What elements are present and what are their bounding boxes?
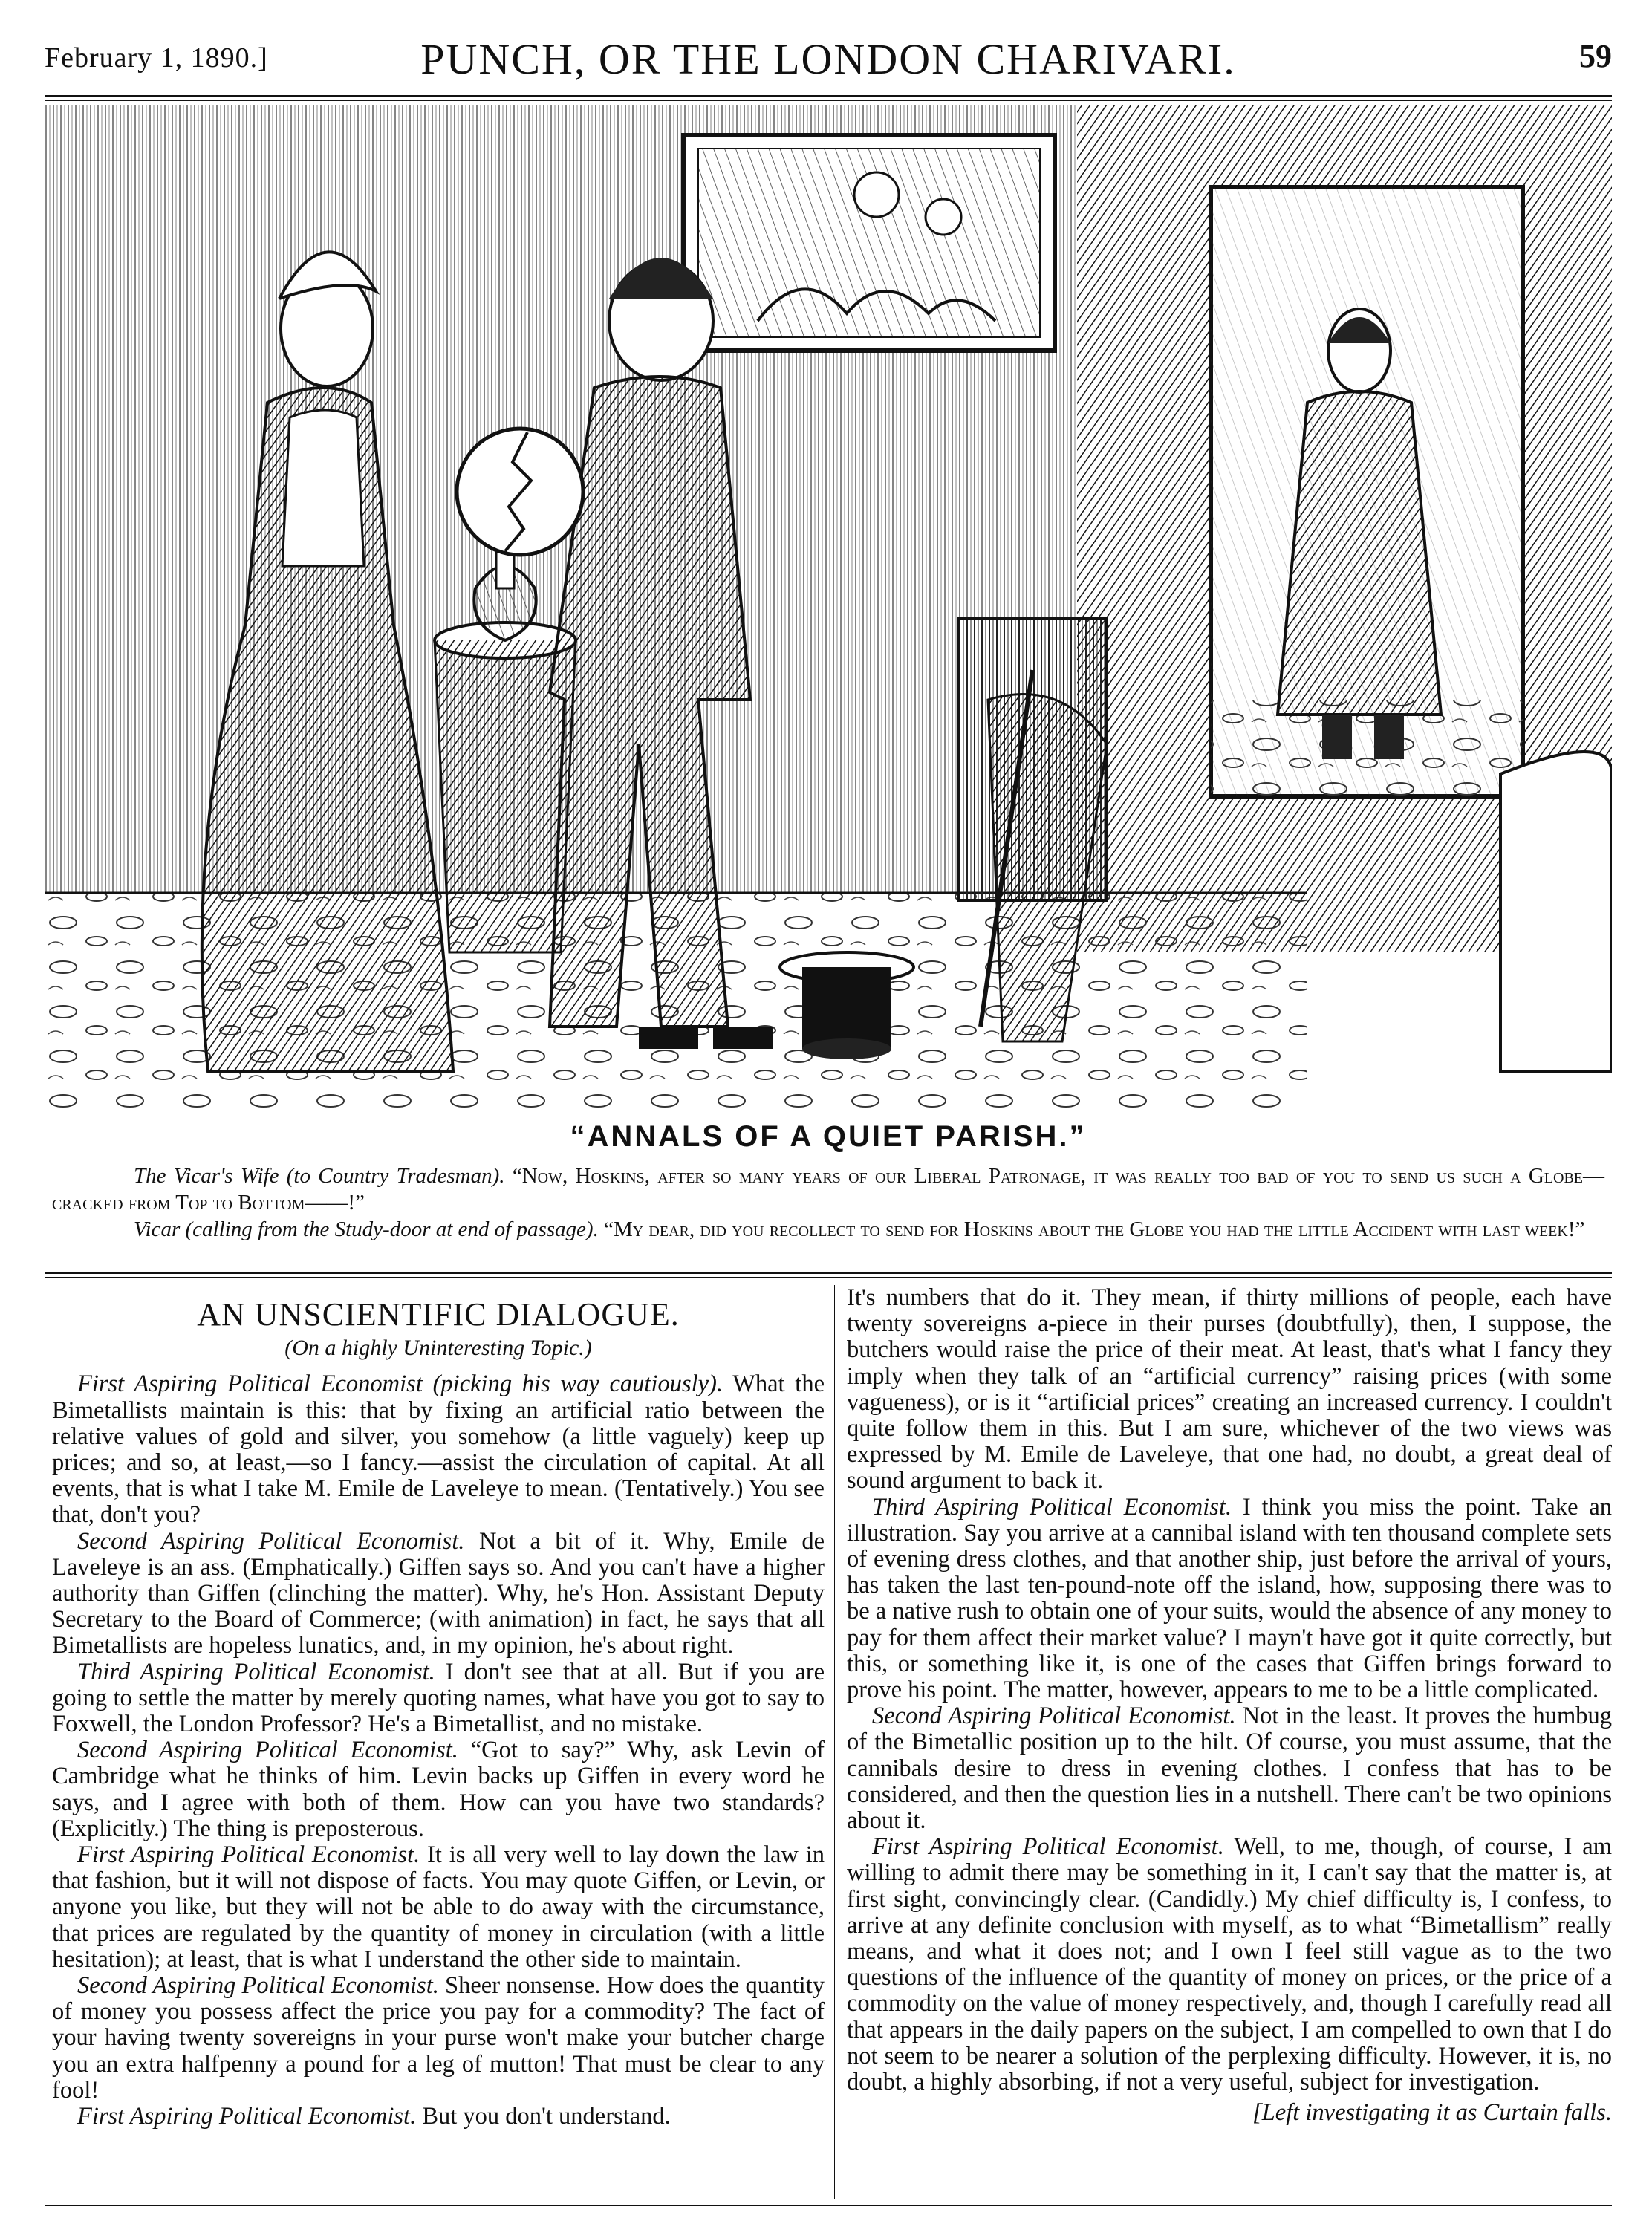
caption-speaker-1: The Vicar's Wife (to Country Tradesman).	[134, 1164, 505, 1188]
wall-picture	[683, 135, 1055, 351]
cracked-globe	[457, 429, 583, 555]
speaker-name: Third Aspiring Political Economist.	[77, 1658, 435, 1685]
dialogue-paragraph	[52, 2104, 825, 2130]
dialogue-paragraph	[847, 1285, 1612, 1495]
stage-direction: (picking his way cautiously).	[432, 1370, 723, 1398]
speaker-name: First Aspiring Political Economist	[77, 1370, 423, 1398]
dialogue-paragraph	[847, 1495, 1612, 1704]
dialogue-text: “Got to say?” Why, ask Levin of Cambridge what he thinks of him. Levin backs up Giffen in every word he says, and I agree with both of them. How can you have two standards? (Explicitly.) The thing is preposterous.	[52, 1737, 825, 1842]
dialogue-paragraph	[52, 1371, 825, 1528]
speaker-name: Second Aspiring Political Economist.	[77, 1972, 439, 2000]
dialogue-text: Well, to me, though, of course, I am willing to admit there may be something in it, I can't say that the matter is, at first sight, convincingly clear. (Candidly.) My chief difficulty is, I confess, to arrive at any definite conclusion with myself, as to what “Bimetallism” really means, and what it does not; and I own I feel still vague as to the two questions of the influence of the quantity of money on prices, or the price of a commodity on the value of money respectively, and, though I carefully read all that appears in the daily papers on the subject, I am compelled to own that I do not seem to be nearer a solution of the perplexing difficulty. However, it is, no doubt, a highly absorbing, if not a very useful, subject for investigation.	[847, 1833, 1612, 2096]
dialogue-paragraph	[847, 1834, 1612, 2095]
dialogue-text: Sheer nonsense. How does the quantity of money you possess affect the price you pay for a commodity? The fact of your having twenty sovereigns in your purse won't make your butcher charge you an extra halfpenny a pound for a leg of mutton! That must be clear to any fool!	[52, 1972, 825, 2104]
speaker-name: Third Aspiring Political Economist.	[872, 1493, 1232, 1521]
bottom-rule	[45, 2205, 1612, 2206]
masthead: PUNCH, OR THE LONDON CHARIVARI.	[420, 35, 1236, 83]
dialogue-text: What the Bimetallists maintain is this: that by fixing an artificial ratio between the relative values of gold and silver, you somehow (a little vaguely) keep up prices; and so, at least,—so I fancy.—assist the circulation of capital. At all events, that is what I take M. Emile de Laveleye to mean. (Tentatively.) You see that, don't you?	[52, 1370, 825, 1529]
speaker-name: Second Aspiring Political Economist.	[77, 1527, 465, 1555]
article	[45, 1285, 1612, 2202]
article-column-left	[52, 1285, 825, 2130]
dialogue-paragraph	[52, 1842, 825, 1973]
dialogue-text: Not a bit of it. Why, Emile de Laveleye is an ass. (Emphatically.) Giffen says so. And you can't have a higher authority than Giffen (clinching the matter). Why, he's Hon. Assistant Deputy Secretary to the Board of Commerce; (with animation) in fact, he says that all Bimetallists are hopeless lunatics, and, in my opinion, he's about right.	[52, 1527, 825, 1659]
article-column-right	[847, 1285, 1612, 2127]
speaker-name: Second Aspiring Political Economist.	[77, 1737, 458, 1764]
column-divider	[834, 1285, 835, 2199]
issue-date: February 1, 1890.]	[45, 42, 268, 74]
dialogue-paragraph	[52, 1973, 825, 2104]
dialogue-paragraph	[52, 1737, 825, 1842]
dialogue-paragraph	[52, 1659, 825, 1738]
dialogue-text: I think you miss the point. Take an illustration. Say you arrive at a cannibal island with ten thousand complete sets of evening dress clothes, and that another ship, just before the arrival of yours, has taken the last ten-pound-note off the island, how, supposing there was to be a native rush to obtain one of your suits, would the absence of any money to pay for them affect their market value? I mayn't have got it quite correctly, but this, or something like it, is one of the cases that Giffen brings forward to prove his point. The matter, however, appears to me to be a little complicated.	[847, 1493, 1612, 1704]
dialogue-paragraph	[52, 1529, 825, 1659]
cartoon-caption	[52, 1162, 1604, 1243]
speaker-name: Second Aspiring Political Economist.	[872, 1703, 1236, 1730]
dialogue-text: I don't see that at all. But if you are going to settle the matter by merely quoting names, what have you got to say to Foxwell, the London Professor? He's a Bimetallist, and no mistake.	[52, 1658, 825, 1738]
page-header	[45, 30, 1612, 89]
closing-stage-direction: [Left investigating it as Curtain falls.	[1252, 2099, 1612, 2127]
dialogue-text: But you don't understand.	[422, 2103, 671, 2130]
caption-text-2: “My dear, did you recollect to send for Hoskins about the Globe you had the little Accident with last week!”	[604, 1217, 1585, 1241]
caption-line-2	[52, 1216, 1604, 1243]
caption-text-1: “Now, Hoskins, after so many years of our Liberal Patronage, it was really too bad of you to send us such a Globe—cracked from Top to Bottom——!”	[52, 1164, 1605, 1214]
engraving-drawing	[45, 105, 1612, 1112]
header-rule	[45, 95, 1612, 101]
dialogue-text: It's numbers that do it. They mean, if thirty millions of people, each have twenty sovereigns a-piece in their purses (doubtfully), then, I suppose, the butchers would raise the price of their meat. At least, that's what I fancy they imply when they talk of an “artificial currency” raising prices (with some vagueness), or is it “artificial prices” creating an increased currency. I couldn't quite follow them in this. But I am sure, whichever of the two views was expressed by M. Emile de Laveleye, that one had, no doubt, a great deal of sound argument to back it.	[847, 1284, 1612, 1495]
article-title: AN UNSCIENTIFIC DIALOGUE.	[197, 1296, 680, 1333]
cartoon-illustration	[45, 105, 1612, 1112]
caption-rule	[45, 1272, 1612, 1278]
caption-speaker-2: Vicar (calling from the Study-door at end of passage).	[134, 1217, 599, 1241]
caption-line-1	[52, 1162, 1604, 1216]
cartoon-title: “ANNALS OF A QUIET PARISH.”	[570, 1120, 1087, 1153]
dialogue-text: Not in the least. It proves the humbug of the Bimetallic position up to the hilt. Of course, you must assume, that the cannibals desire to dress in evening clothes. I confess that has to be considered, and then the question lies in a nutshell. There can't be two opinions about it.	[847, 1703, 1613, 1835]
page-number: 59	[1579, 38, 1612, 74]
article-subtitle: (On a highly Uninteresting Topic.)	[284, 1336, 592, 1361]
dialogue-text: It is all very well to lay down the law in that fashion, but it will not dispose of facts. You may quote Giffen, or Levin, or anyone you like, but they will not be able to do away with the circumstance, that prices are regulated by the quantity of money in circulation (with a little hesitation); at least, that is what I understand the other side to maintain.	[52, 1841, 825, 1973]
dialogue-paragraph	[847, 1703, 1612, 1834]
speaker-name: First Aspiring Political Economist.	[77, 2103, 417, 2130]
speaker-name: First Aspiring Political Economist.	[77, 1841, 420, 1869]
speaker-name: First Aspiring Political Economist.	[872, 1833, 1224, 1861]
